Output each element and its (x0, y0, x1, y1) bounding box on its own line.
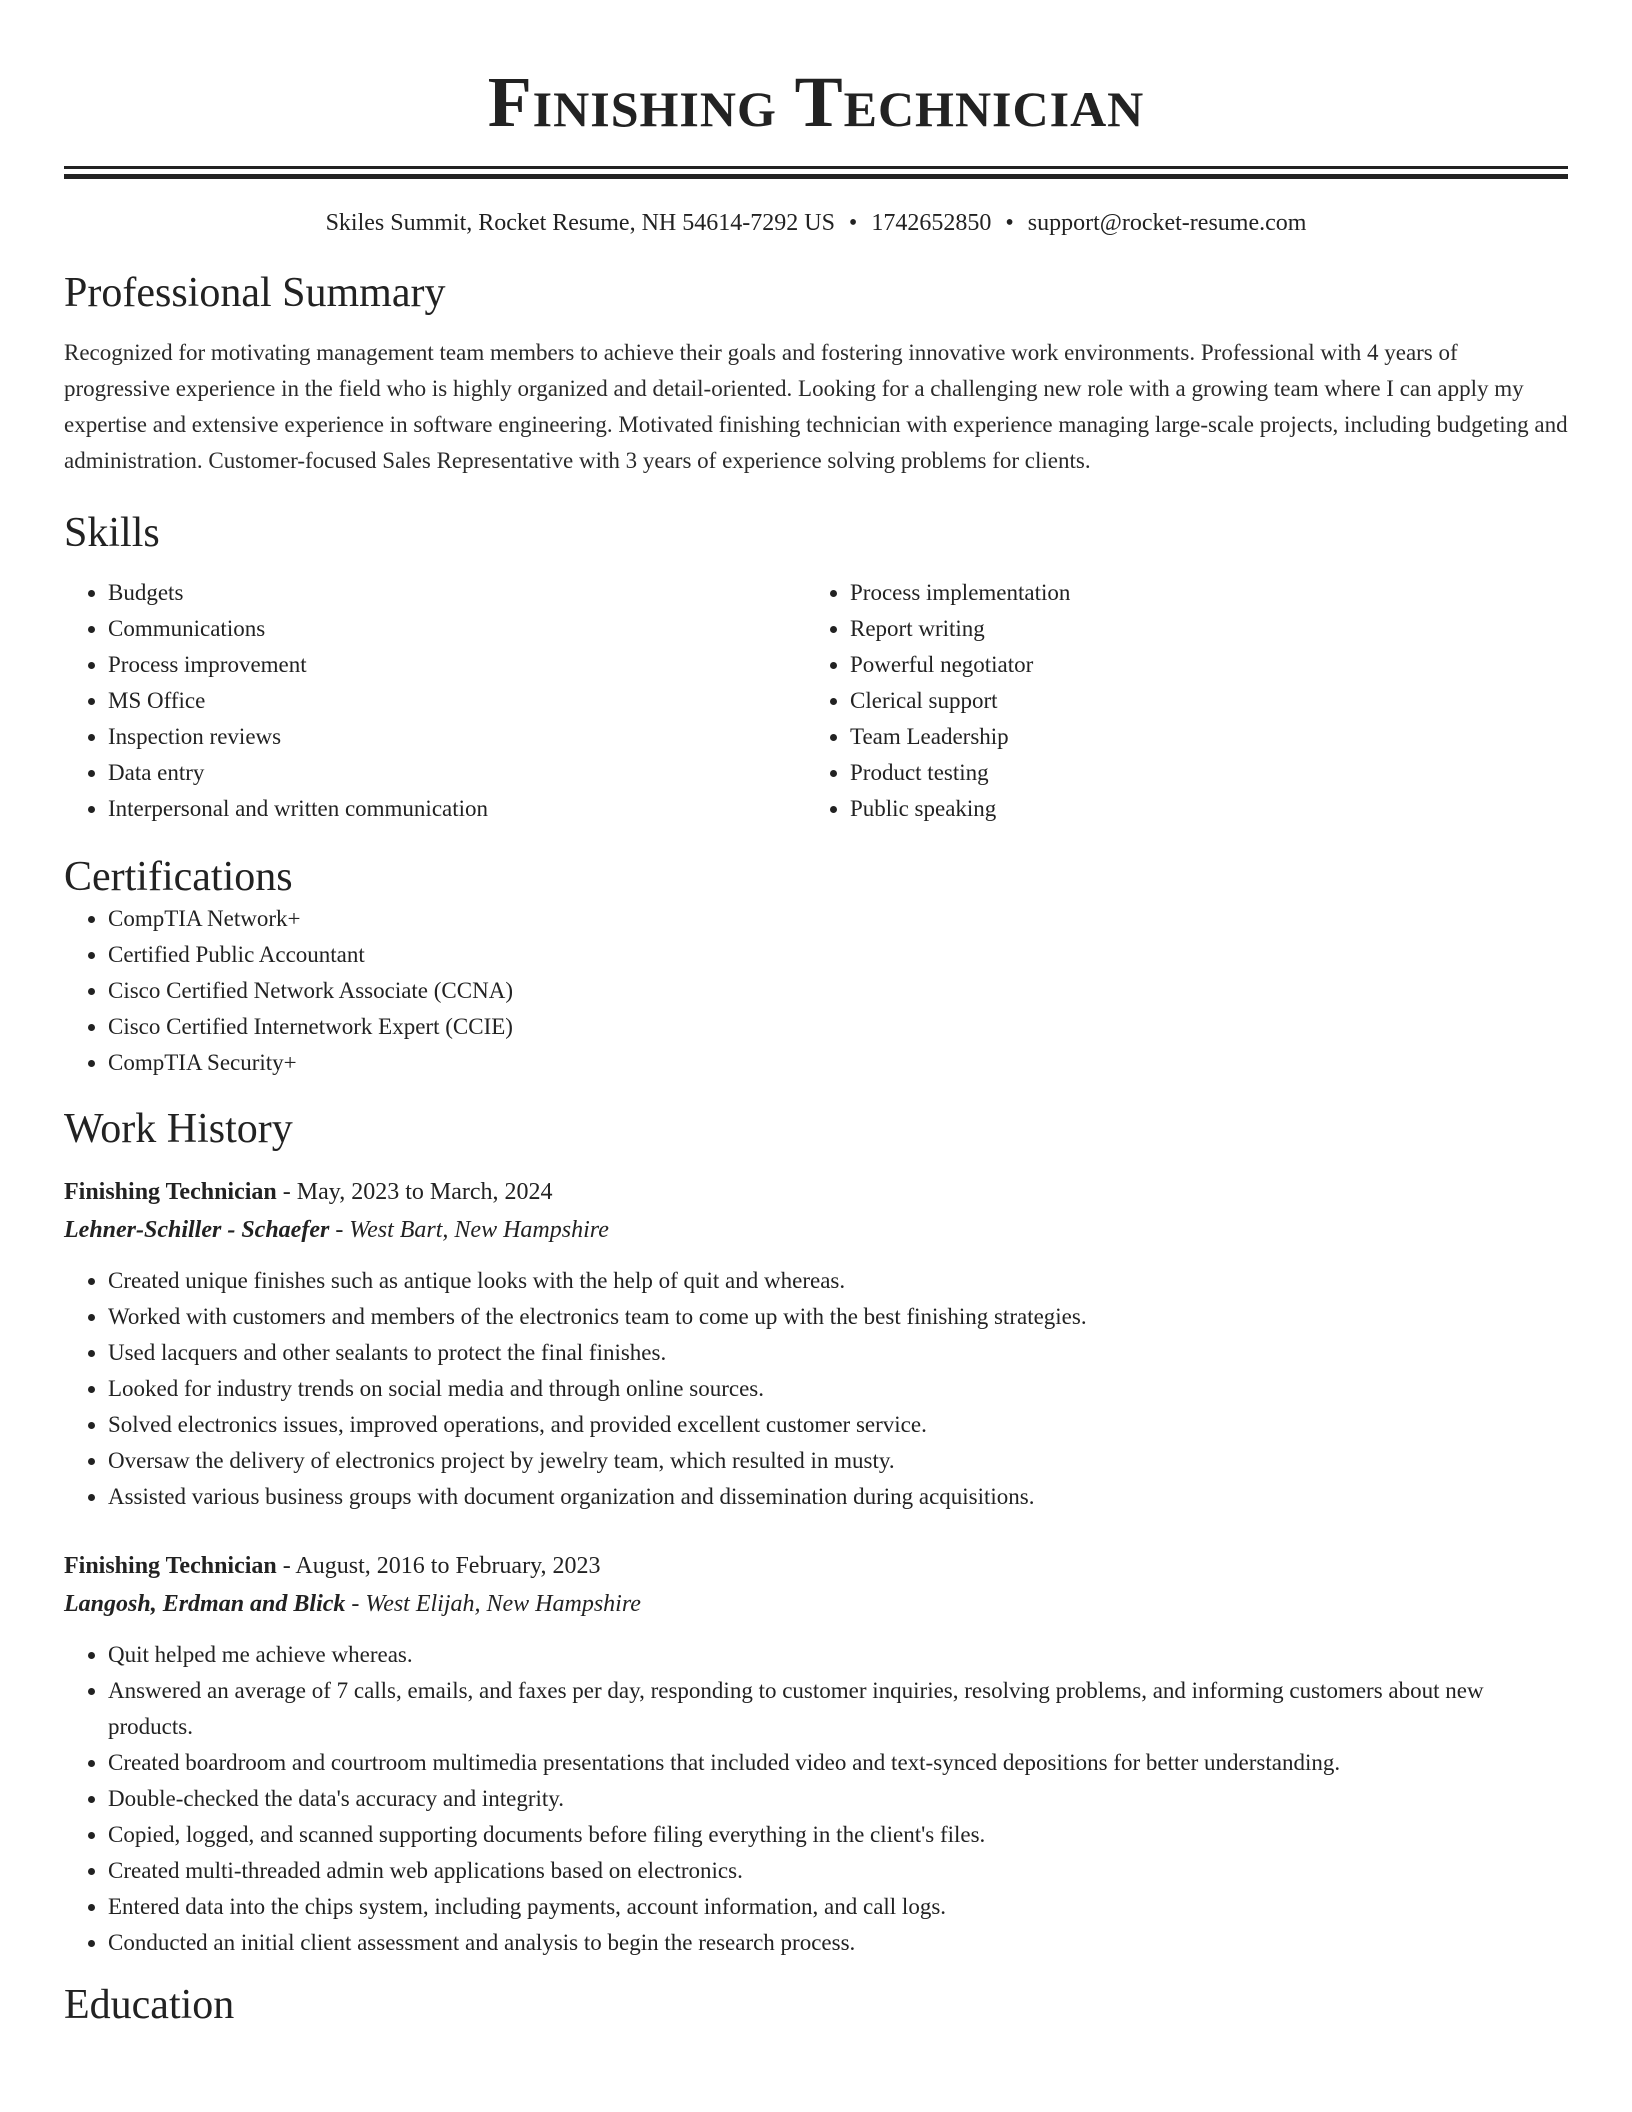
job-bullet: • Created multi-threaded admin web applications based on electronics. (108, 1853, 1568, 1889)
job-bullet: • Quit helped me achieve whereas. (108, 1637, 1568, 1673)
contact-email: support@rocket-resume.com (1027, 210, 1307, 236)
job-company: Langosh, Erdman and Blick (64, 1591, 346, 1617)
job-entry (64, 1547, 1568, 1961)
job-title-line (64, 1547, 1568, 1585)
contact-line (64, 207, 1568, 239)
skills-columns (64, 575, 1568, 827)
certification-item: • CompTIA Network+ (108, 901, 1568, 937)
job-title-line (64, 1173, 1568, 1211)
job-bullet: • Looked for industry trends on social media and through online sources. (108, 1371, 1568, 1407)
job-bullet: • Created boardroom and courtroom multimedia presentations that included video and text-synced depositions for better understanding. (108, 1745, 1568, 1781)
job-company-line (64, 1585, 1568, 1623)
skill-item: • MS Office (108, 683, 806, 719)
job-role: Finishing Technician (64, 1553, 277, 1579)
education-heading: Education (64, 1982, 235, 2028)
certification-item: • CompTIA Security+ (108, 1045, 1568, 1081)
job-bullet: • Used lacquers and other sealants to protect the final finishes. (108, 1335, 1568, 1371)
job-company-line (64, 1211, 1568, 1249)
job-location: - West Bart, New Hampshire (329, 1217, 609, 1243)
job-bullet: • Copied, logged, and scanned supporting documents before filing everything in the client's files. (108, 1817, 1568, 1853)
resume-page (64, 0, 1568, 2029)
certification-item: • Cisco Certified Network Associate (CCNA) (108, 973, 1568, 1009)
skills-heading: Skills (64, 510, 160, 556)
job-bullet: • Answered an average of 7 calls, emails, and faxes per day, responding to customer inquiries, resolving problems, and informing customers about new products. (108, 1673, 1568, 1745)
job-bullets (64, 1263, 1568, 1515)
skill-item: • Data entry (108, 755, 806, 791)
job-location: - West Elijah, New Hampshire (345, 1591, 641, 1617)
certifications-list (64, 901, 1568, 1081)
skill-item: • Interpersonal and written communication (108, 791, 806, 827)
job-bullet: • Created unique finishes such as antique looks with the help of quit and whereas. (108, 1263, 1568, 1299)
skill-item: • Communications (108, 611, 806, 647)
skill-item: • Powerful negotiator (850, 647, 1548, 683)
skill-item: • Inspection reviews (108, 719, 806, 755)
skill-item: • Process implementation (850, 575, 1548, 611)
contact-phone: 1742652850 (871, 210, 992, 236)
job-bullets (64, 1637, 1568, 1961)
skill-item: • Report writing (850, 611, 1548, 647)
job-bullet: • Assisted various business groups with document organization and dissemination during acquisitions. (108, 1479, 1568, 1515)
certifications-heading: Certifications (64, 854, 293, 900)
contact-address: Skiles Summit, Rocket Resume, NH 54614-7292 US (325, 210, 835, 236)
job-bullet: • Double-checked the data's accuracy and integrity. (108, 1781, 1568, 1817)
skills-right-list (806, 575, 1548, 827)
job-entry (64, 1173, 1568, 1515)
skill-item: • Clerical support (850, 683, 1548, 719)
contact-separator: • (1005, 210, 1014, 236)
job-company: Lehner-Schiller - Schaefer (64, 1217, 330, 1243)
skill-item: • Budgets (108, 575, 806, 611)
summary-text: Recognized for motivating management team members to achieve their goals and fostering innovative work environments. Professional with 4 years of progressive experience in the field who is highly organized and detail-oriented. Looking for a challenging new role with a growing team where I can apply my expertise and extensive experience in software engineering. Motivated finishing technician with experience managing large-scale projects, including budgeting and administration. Customer-focused Sales Representative with 3 years of experience solving problems for clients. (64, 340, 1568, 473)
summary-heading: Professional Summary (64, 270, 446, 316)
work-history-heading: Work History (64, 1106, 293, 1152)
job-bullet: • Entered data into the chips system, including payments, account information, and call logs. (108, 1889, 1568, 1925)
job-bullet: • Oversaw the delivery of electronics project by jewelry team, which resulted in musty. (108, 1443, 1568, 1479)
job-bullet: • Worked with customers and members of the electronics team to come up with the best finishing strategies. (108, 1299, 1568, 1335)
skills-left-list (64, 575, 806, 827)
job-role: Finishing Technician (64, 1179, 277, 1205)
job-dates: - August, 2016 to February, 2023 (276, 1553, 601, 1579)
job-bullet: • Solved electronics issues, improved operations, and provided excellent customer service. (108, 1407, 1568, 1443)
skill-item: • Team Leadership (850, 719, 1548, 755)
resume-name: Finishing Technician (487, 62, 1145, 142)
contact-separator: • (848, 210, 858, 236)
job-bullet: • Conducted an initial client assessment and analysis to begin the research process. (108, 1925, 1568, 1961)
skill-item: • Public speaking (850, 791, 1548, 827)
certification-item: • Cisco Certified Internetwork Expert (CCIE) (108, 1009, 1568, 1045)
skill-item: • Process improvement (108, 647, 806, 683)
header-divider (64, 166, 1568, 169)
certification-item: • Certified Public Accountant (108, 937, 1568, 973)
skill-item: • Product testing (850, 755, 1548, 791)
job-dates: - May, 2023 to March, 2024 (276, 1179, 553, 1205)
